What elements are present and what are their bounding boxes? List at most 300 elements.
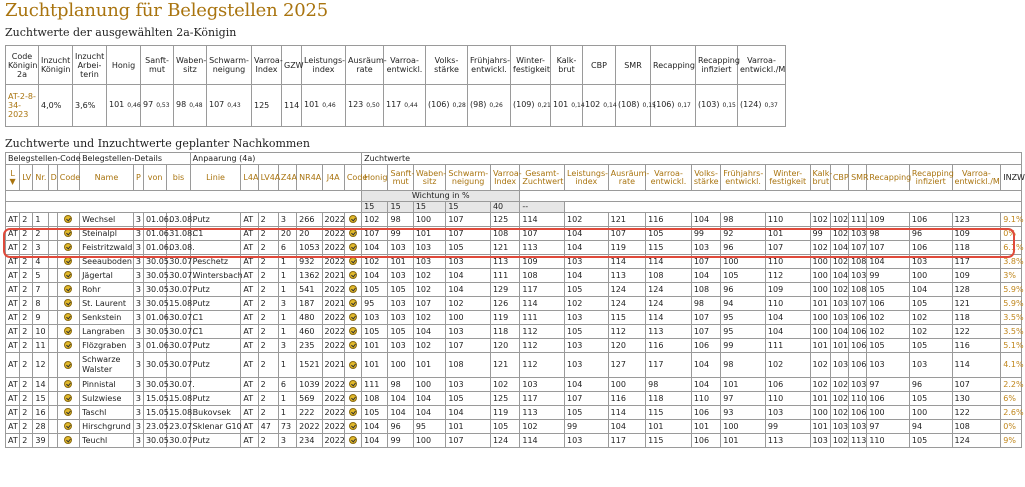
cell: 100 <box>810 283 830 297</box>
value: 114 <box>284 100 300 110</box>
cell: 108 <box>691 283 720 297</box>
code-cell[interactable] <box>57 213 79 227</box>
sort-header[interactable]: bis <box>167 165 190 191</box>
sort-header[interactable]: Winter-festigkeit <box>765 165 810 191</box>
cell: 105 <box>446 392 491 406</box>
weight-value: -- <box>520 202 565 213</box>
certificate-icon[interactable] <box>64 271 72 279</box>
cell <box>48 406 57 420</box>
value: 123 <box>348 100 364 109</box>
sort-header[interactable]: Recapping <box>867 165 910 191</box>
cell: 105 <box>867 339 910 353</box>
sort-header[interactable]: CBP <box>830 165 848 191</box>
sort-header[interactable]: Schwarm-neigung <box>446 165 491 191</box>
table-row[interactable] <box>6 213 1022 227</box>
code-cell[interactable] <box>344 269 361 283</box>
code-cell[interactable] <box>344 283 361 297</box>
cell: 103 <box>446 325 491 339</box>
cell: 28 <box>33 420 48 434</box>
sort-header[interactable]: Code <box>57 165 79 191</box>
cell: 117 <box>952 255 1001 269</box>
cell: 103 <box>520 378 565 392</box>
cell: 110 <box>867 434 910 448</box>
cell: 102 <box>520 420 565 434</box>
sort-header[interactable]: Leistungs-index <box>565 165 609 191</box>
certificate-icon[interactable] <box>64 394 72 402</box>
cell: AT <box>241 283 258 297</box>
queen-breeding-values-table <box>5 45 786 127</box>
table-row[interactable] <box>6 255 1022 269</box>
certificate-icon[interactable] <box>64 313 72 321</box>
code-cell[interactable] <box>57 406 79 420</box>
certificate-icon[interactable] <box>64 285 72 293</box>
accuracy: 0,26 <box>489 102 503 109</box>
table-row[interactable] <box>6 297 1022 311</box>
code-cell[interactable] <box>344 406 361 420</box>
cell: 108 <box>362 392 388 406</box>
table-row[interactable] <box>6 283 1022 297</box>
cell: AT <box>6 420 20 434</box>
sort-header[interactable]: Z4A <box>278 165 296 191</box>
table-row[interactable] <box>6 392 1022 406</box>
sort-header[interactable]: SMR <box>849 165 867 191</box>
cell: 3 <box>133 269 143 283</box>
code-cell[interactable] <box>344 378 361 392</box>
cell: 112 <box>520 339 565 353</box>
cell: 30.07. <box>167 353 190 378</box>
cell: 103 <box>565 339 609 353</box>
cell: 222 <box>297 406 322 420</box>
code-cell[interactable] <box>344 311 361 325</box>
sort-header[interactable]: Volks-stärke <box>691 165 720 191</box>
cell: 113 <box>520 241 565 255</box>
table-row[interactable] <box>6 406 1022 420</box>
certificate-icon[interactable] <box>64 299 72 307</box>
code-cell[interactable] <box>344 297 361 311</box>
table-row[interactable] <box>6 269 1022 283</box>
cell: 97 <box>721 392 766 406</box>
cell: AT <box>6 297 20 311</box>
cell: 2 <box>258 325 278 339</box>
certificate-icon[interactable] <box>349 299 357 307</box>
cell: 101 <box>413 227 445 241</box>
belegstelle-name: Teuchl <box>80 434 134 448</box>
cell: 2022 <box>322 406 344 420</box>
cell: 105 <box>909 434 952 448</box>
cell: 118 <box>490 325 519 339</box>
cell: 100 <box>810 406 830 420</box>
cell: 30.05. <box>143 283 166 297</box>
cell: 104 <box>388 406 413 420</box>
code-cell[interactable] <box>57 353 79 378</box>
cell: 23.05. <box>143 420 166 434</box>
queen-col-header: Schwarm-neigung <box>207 46 252 85</box>
certificate-icon[interactable] <box>349 285 357 293</box>
cell: 101 <box>721 434 766 448</box>
cell: 101 <box>721 378 766 392</box>
cell: 2 <box>258 339 278 353</box>
queen-col-header: SMR <box>616 46 651 85</box>
cell: 112 <box>608 325 646 339</box>
cell: 119 <box>608 241 646 255</box>
code-cell[interactable] <box>344 353 361 378</box>
cell: 6 <box>278 241 296 255</box>
certificate-icon[interactable] <box>349 394 357 402</box>
sort-header[interactable]: Code <box>344 165 361 191</box>
code-cell[interactable] <box>57 227 79 241</box>
certificate-icon[interactable] <box>349 422 357 430</box>
certificate-icon[interactable] <box>349 243 357 251</box>
cell: 106 <box>849 311 867 325</box>
cell: 121 <box>608 213 646 227</box>
weight-value: 15 <box>446 202 491 213</box>
cell: 110 <box>765 392 810 406</box>
cell <box>48 378 57 392</box>
queen-col-header: Kalk-brut <box>551 46 583 85</box>
value: 125 <box>254 100 270 110</box>
cell: 102 <box>830 406 848 420</box>
cell: 122 <box>952 325 1001 339</box>
inbreeding-value: 0% <box>1001 227 1022 241</box>
cell: 2022 <box>322 241 344 255</box>
certificate-icon[interactable] <box>349 436 357 444</box>
cell: 1 <box>278 311 296 325</box>
cell: 104 <box>413 325 445 339</box>
sort-header[interactable]: LV <box>20 165 33 191</box>
certificate-icon[interactable] <box>64 361 72 369</box>
code-cell[interactable] <box>344 392 361 406</box>
cell: 104 <box>830 325 848 339</box>
cell: 98 <box>388 213 413 227</box>
code-cell[interactable] <box>57 378 79 392</box>
cell: 104 <box>830 269 848 283</box>
sort-header[interactable]: Kalk-brut <box>810 165 830 191</box>
cell: 1 <box>278 406 296 420</box>
certificate-icon[interactable] <box>349 408 357 416</box>
cell: 101 <box>810 420 830 434</box>
table-row[interactable] <box>6 325 1022 339</box>
certificate-icon[interactable] <box>349 271 357 279</box>
cell: 5 <box>33 269 48 283</box>
weights-spacer <box>6 202 362 213</box>
cell: 110 <box>765 213 810 227</box>
cell: 97 <box>867 420 910 434</box>
queen-col-header: Volks-stärke <box>426 46 468 85</box>
certificate-icon[interactable] <box>349 361 357 369</box>
cell: AT <box>241 406 258 420</box>
table-row[interactable] <box>6 378 1022 392</box>
cell: 107 <box>849 241 867 255</box>
certificate-icon[interactable] <box>349 215 357 223</box>
belegstelle-name: Flözgraben <box>80 339 134 353</box>
queen-value-cell <box>346 85 384 127</box>
cell: 2 <box>258 241 278 255</box>
sort-header[interactable]: Ausräum-rate <box>608 165 646 191</box>
value: 117 <box>386 100 402 109</box>
accuracy: 0,44 <box>404 102 418 109</box>
cell: AT <box>6 353 20 378</box>
cell: 2 <box>258 378 278 392</box>
certificate-icon[interactable] <box>64 380 72 388</box>
table-row[interactable] <box>6 339 1022 353</box>
cell: 113 <box>646 325 692 339</box>
cell: AT <box>6 406 20 420</box>
cell: Putz <box>190 434 241 448</box>
cell: 104 <box>362 420 388 434</box>
value: (124) <box>740 100 762 109</box>
cell: 103 <box>565 434 609 448</box>
cell: 124 <box>952 434 1001 448</box>
cell: 2022 <box>322 420 344 434</box>
queen-value-cell <box>107 85 141 127</box>
cell: 101 <box>646 420 692 434</box>
cell: 111 <box>362 378 388 392</box>
code-cell[interactable] <box>57 325 79 339</box>
cell: 187 <box>297 297 322 311</box>
cell: 124 <box>646 283 692 297</box>
sort-header[interactable]: INZW <box>1001 165 1022 191</box>
cell: 107 <box>691 311 720 325</box>
cell: 104 <box>765 325 810 339</box>
certificate-icon[interactable] <box>64 408 72 416</box>
sort-header[interactable]: Gesamt-Zuchtwert <box>520 165 565 191</box>
cell: 1053 <box>297 241 322 255</box>
cell: 111 <box>490 269 519 283</box>
sort-header[interactable]: D <box>48 165 57 191</box>
cell: 102 <box>830 378 848 392</box>
table-row[interactable] <box>6 434 1022 448</box>
cell: 30.05. <box>143 434 166 448</box>
code-cell[interactable] <box>344 434 361 448</box>
cell: 99 <box>810 227 830 241</box>
code-cell[interactable] <box>344 213 361 227</box>
code-cell[interactable] <box>57 392 79 406</box>
cell: 98 <box>388 378 413 392</box>
cell: 102 <box>830 283 848 297</box>
weights-fill <box>520 191 1022 202</box>
cell: 23.07. <box>167 420 190 434</box>
sort-header[interactable]: J4A <box>322 165 344 191</box>
cell: Putz <box>190 353 241 378</box>
cell: AT <box>6 241 20 255</box>
group-header-details: Belegstellen-Details <box>80 153 191 165</box>
cell: 111 <box>765 339 810 353</box>
sort-header[interactable]: Linie <box>190 165 241 191</box>
cell: 94 <box>721 297 766 311</box>
code-cell[interactable] <box>57 339 79 353</box>
code-cell[interactable] <box>57 283 79 297</box>
cell: 102 <box>830 392 848 406</box>
cell: 109 <box>520 255 565 269</box>
queen-value-cell <box>468 85 511 127</box>
cell: 102 <box>830 434 848 448</box>
certificate-icon[interactable] <box>349 327 357 335</box>
cell <box>48 353 57 378</box>
code-cell[interactable] <box>57 297 79 311</box>
certificate-icon[interactable] <box>349 257 357 265</box>
sort-header[interactable]: Recapping infiziert <box>909 165 952 191</box>
cell: 100 <box>446 311 491 325</box>
cell: AT <box>241 434 258 448</box>
certificate-icon[interactable] <box>64 257 72 265</box>
cell: 30.07. <box>167 325 190 339</box>
certificate-icon[interactable] <box>349 341 357 349</box>
code-cell[interactable] <box>344 255 361 269</box>
value: (98) <box>470 100 487 109</box>
cell: 1 <box>278 353 296 378</box>
table-row[interactable] <box>6 420 1022 434</box>
queen-col-header: Inzucht Arbei-terin <box>73 46 107 85</box>
cell: 103 <box>388 241 413 255</box>
cell: 103 <box>909 255 952 269</box>
accuracy: 0,46 <box>127 102 141 109</box>
queen-col-header: Leistungs-index <box>302 46 346 85</box>
sort-header[interactable]: Frühjahrs-entwickl. <box>721 165 766 191</box>
cell: 105 <box>362 283 388 297</box>
cell: 95 <box>721 325 766 339</box>
certificate-icon[interactable] <box>64 327 72 335</box>
cell: 2021 <box>322 297 344 311</box>
value: 3,6% <box>75 100 96 110</box>
cell: 97 <box>867 378 910 392</box>
cell: AT <box>6 434 20 448</box>
cell: 102 <box>490 378 519 392</box>
cell: 9 <box>33 311 48 325</box>
certificate-icon[interactable] <box>64 436 72 444</box>
cell: Putz <box>190 392 241 406</box>
cell: 106 <box>867 392 910 406</box>
cell: 03.08. <box>167 213 190 227</box>
cell: 110 <box>765 255 810 269</box>
certificate-icon[interactable] <box>349 313 357 321</box>
queen-value-cell <box>426 85 468 127</box>
cell: AT <box>241 339 258 353</box>
sort-header[interactable]: Varroa-entwickl./M <box>952 165 1001 191</box>
sort-header[interactable]: von <box>143 165 166 191</box>
code-cell[interactable] <box>57 269 79 283</box>
group-header-code: Belegstellen-Code <box>6 153 80 165</box>
accuracy: 0,15 <box>642 102 656 109</box>
cell: 102 <box>810 353 830 378</box>
code-cell[interactable] <box>344 420 361 434</box>
cell: AT <box>241 269 258 283</box>
cell: 117 <box>520 283 565 297</box>
cell: 103 <box>830 353 848 378</box>
sort-header[interactable]: Name <box>80 165 134 191</box>
cell: 103 <box>849 420 867 434</box>
cell: 110 <box>849 392 867 406</box>
sort-header[interactable]: Waben-sitz <box>413 165 445 191</box>
cell: 01.06. <box>143 311 166 325</box>
queen-value-cell <box>738 85 786 127</box>
sort-header[interactable]: Varroa-entwickl. <box>646 165 692 191</box>
value: 101 <box>304 100 320 109</box>
sort-header[interactable]: NR4A <box>297 165 322 191</box>
code-cell[interactable] <box>57 255 79 269</box>
cell: 2022 <box>322 392 344 406</box>
cell: 116 <box>646 339 692 353</box>
cell: 03.08. <box>167 241 190 255</box>
queen-code-link[interactable] <box>6 85 39 127</box>
inbreeding-value: 5.9% <box>1001 297 1022 311</box>
cell: 103 <box>810 434 830 448</box>
code-cell[interactable] <box>57 434 79 448</box>
table-row[interactable] <box>6 311 1022 325</box>
cell: 99 <box>867 269 910 283</box>
cell: 16 <box>33 406 48 420</box>
queen-value-cell <box>651 85 696 127</box>
cell: 30.07. <box>167 255 190 269</box>
certificate-icon[interactable] <box>64 215 72 223</box>
sort-header[interactable]: Honig <box>362 165 388 191</box>
cell: 30.05. <box>143 325 166 339</box>
cell: 2 <box>33 227 48 241</box>
cell: 109 <box>952 227 1001 241</box>
certificate-icon[interactable] <box>64 422 72 430</box>
cell: 107 <box>765 241 810 255</box>
table-row[interactable] <box>6 241 1022 255</box>
sort-header[interactable]: L ▼ <box>6 165 20 191</box>
code-cell[interactable] <box>344 241 361 255</box>
cell: 114 <box>952 353 1001 378</box>
code-cell[interactable] <box>57 420 79 434</box>
sort-header[interactable]: Nr. <box>33 165 48 191</box>
inbreeding-value: 5.9% <box>1001 283 1022 297</box>
certificate-icon[interactable] <box>349 380 357 388</box>
code-cell[interactable] <box>344 227 361 241</box>
cell: 92 <box>721 227 766 241</box>
cell: Sklenar G10 <box>190 420 241 434</box>
cell: 6 <box>278 378 296 392</box>
cell: 108 <box>952 420 1001 434</box>
cell: 101 <box>413 353 445 378</box>
cell: 101 <box>388 255 413 269</box>
sort-header[interactable]: P <box>133 165 143 191</box>
code-cell[interactable] <box>57 311 79 325</box>
certificate-icon[interactable] <box>349 229 357 237</box>
cell: 103 <box>849 378 867 392</box>
certificate-icon[interactable] <box>64 229 72 237</box>
table-row[interactable] <box>6 353 1022 378</box>
sort-header[interactable]: L4A <box>241 165 258 191</box>
section-heading-offspring: Zuchtwerte und Inzuchtwerte geplanter Nachkommen <box>5 137 310 150</box>
cell: 30.05. <box>143 378 166 392</box>
cell: 114 <box>646 255 692 269</box>
cell: 2022 <box>322 227 344 241</box>
cell: AT <box>6 311 20 325</box>
sort-header[interactable]: LV4A <box>258 165 278 191</box>
table-row[interactable] <box>6 227 1022 241</box>
cell: 113 <box>520 406 565 420</box>
cell: Putz <box>190 339 241 353</box>
cell: 30.05. <box>143 353 166 378</box>
belegstelle-name: Steinalpl <box>80 227 134 241</box>
cell: 103 <box>565 353 609 378</box>
certificate-icon[interactable] <box>64 243 72 251</box>
cell: 14 <box>33 378 48 392</box>
cell: 102 <box>830 227 848 241</box>
cell: 100 <box>810 255 830 269</box>
cell <box>48 339 57 353</box>
code-cell[interactable] <box>57 241 79 255</box>
cell <box>48 311 57 325</box>
cell: 102 <box>413 339 445 353</box>
sort-header[interactable]: Sanft-mut <box>388 165 413 191</box>
code-cell[interactable] <box>344 339 361 353</box>
code-cell[interactable] <box>344 325 361 339</box>
sort-header[interactable]: Varroa-Index <box>490 165 519 191</box>
certificate-icon[interactable] <box>64 341 72 349</box>
